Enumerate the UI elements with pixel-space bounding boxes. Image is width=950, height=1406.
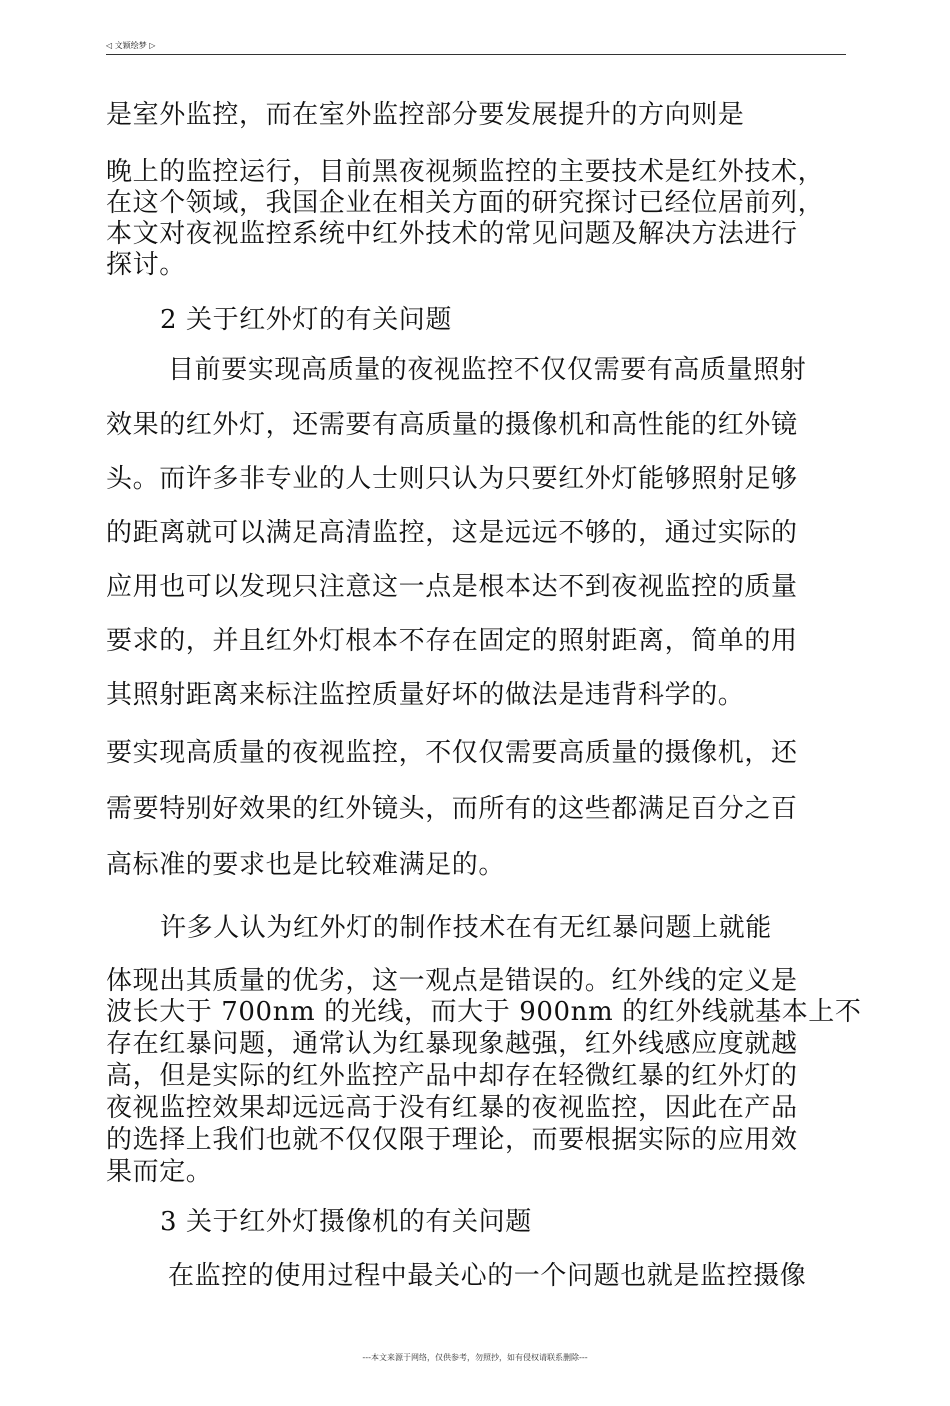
body-line: 需要特别好效果的红外镜头，而所有的这些都满足百分之百 bbox=[106, 794, 798, 824]
body-line: 目前要实现高质量的夜视监控不仅仅需要有高质量照射 bbox=[168, 355, 807, 385]
body-line: 存在红暴问题，通常认为红暴现象越强，红外线感应度就越 bbox=[106, 1029, 798, 1059]
page-footer: ---本文来源于网络，仅供参考，勿照抄，如有侵权请联系删除--- bbox=[362, 1353, 588, 1362]
body-line: 头。而许多非专业的人士则只认为只要红外灯能够照射足够 bbox=[106, 464, 798, 494]
body-line: 的距离就可以满足高清监控，这是远远不够的，通过实际的 bbox=[106, 518, 798, 548]
body-line: 本文对夜视监控系统中红外技术的常见问题及解决方法进行 bbox=[106, 219, 798, 249]
section-heading: 3 关于红外灯摄像机的有关问题 bbox=[160, 1207, 532, 1237]
body-line: 夜视监控效果却远远高于没有红暴的夜视监控，因此在产品 bbox=[106, 1093, 798, 1123]
body-line: 要实现高质量的夜视监控，不仅仅需要高质量的摄像机，还 bbox=[106, 738, 798, 768]
body-line: 在监控的使用过程中最关心的一个问题也就是监控摄像 bbox=[168, 1261, 807, 1291]
body-line: 应用也可以发现只注意这一点是根本达不到夜视监控的质量 bbox=[106, 572, 798, 602]
body-line: 体现出其质量的优劣，这一观点是错误的。红外线的定义是 bbox=[106, 966, 798, 996]
body-line: 高标准的要求也是比较难满足的。 bbox=[106, 850, 506, 880]
header-title: ◁ 文颖绘梦 ▷ bbox=[106, 41, 156, 50]
body-line: 其照射距离来标注监控质量好坏的做法是违背科学的。 bbox=[106, 680, 745, 710]
body-line: 在这个领域，我国企业在相关方面的研究探讨已经位居前列， bbox=[106, 188, 825, 218]
body-line: 高，但是实际的红外监控产品中却存在轻微红暴的红外灯的 bbox=[106, 1061, 798, 1091]
section-heading: 2 关于红外灯的有关问题 bbox=[160, 305, 453, 335]
body-line: 探讨。 bbox=[106, 250, 186, 280]
body-line: 效果的红外灯，还需要有高质量的摄像机和高性能的红外镜 bbox=[106, 410, 798, 440]
body-line: 波长大于 700nm 的光线，而大于 900nm 的红外线就基本上不 bbox=[106, 997, 862, 1027]
body-line: 许多人认为红外灯的制作技术在有无红暴问题上就能 bbox=[160, 913, 772, 943]
body-line: 是室外监控，而在室外监控部分要发展提升的方向则是 bbox=[106, 100, 745, 130]
body-line: 果而定。 bbox=[106, 1157, 213, 1187]
body-line: 的选择上我们也就不仅仅限于理论，而要根据实际的应用效 bbox=[106, 1125, 798, 1155]
body-line: 要求的，并且红外灯根本不存在固定的照射距离，简单的用 bbox=[106, 626, 798, 656]
body-line: 晚上的监控运行，目前黑夜视频监控的主要技术是红外技术， bbox=[106, 157, 825, 187]
page-header bbox=[106, 36, 846, 55]
